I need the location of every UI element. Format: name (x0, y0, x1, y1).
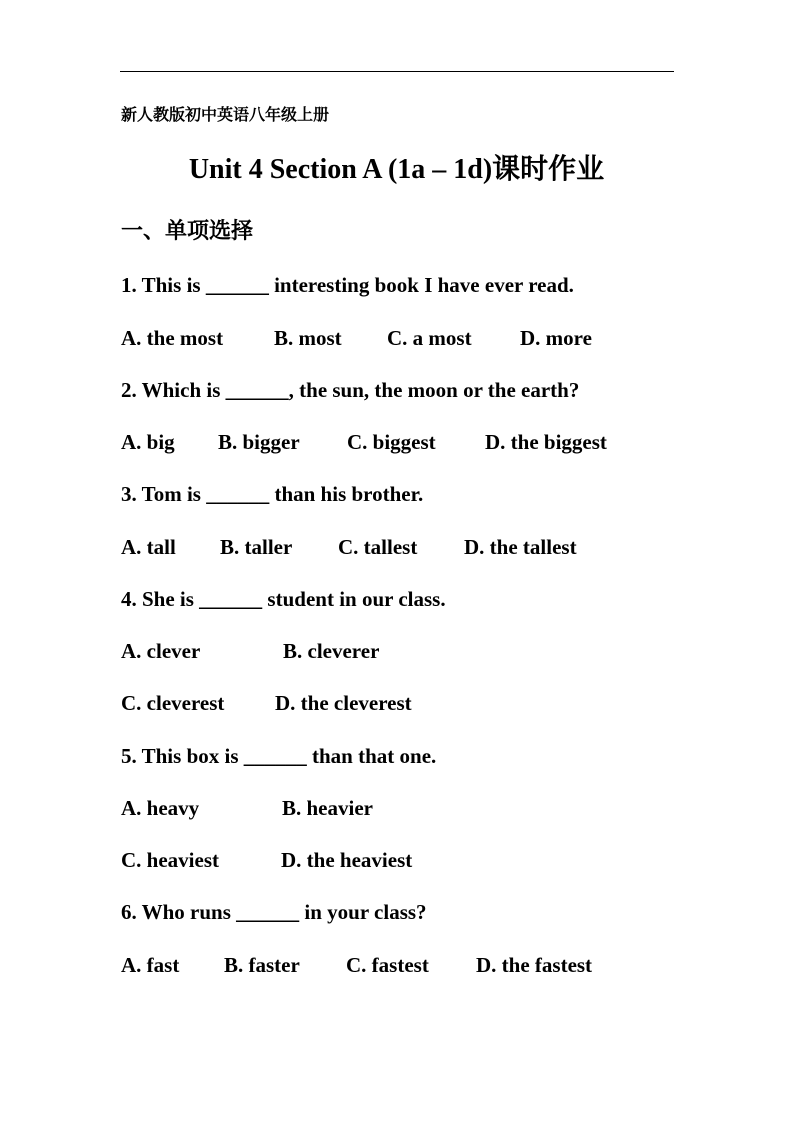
question-3-option-d: D. the tallest (464, 535, 577, 559)
question-4-option-d: D. the cleverest (275, 691, 412, 715)
question-1-option-c: C. a most (387, 326, 472, 350)
question-5-option-d: D. the heaviest (281, 848, 413, 872)
question-5-option-a: A. heavy (121, 796, 200, 820)
question-3-option-c: C. tallest (338, 535, 418, 559)
question-5-stem: 5. This box is ______ than that one. (121, 744, 437, 768)
document-subtitle: 新人教版初中英语八年级上册 (121, 107, 330, 124)
question-1-option-a: A. the most (121, 326, 224, 350)
question-4-option-b: B. cleverer (283, 639, 380, 663)
question-2-option-d: D. the biggest (485, 430, 607, 454)
question-5-option-b: B. heavier (282, 796, 373, 820)
header-rule (120, 71, 674, 72)
question-1-option-d: D. more (520, 326, 592, 350)
question-4-option-a: A. clever (121, 639, 201, 663)
question-3-option-a: A. tall (121, 535, 176, 559)
question-1-option-b: B. most (274, 326, 342, 350)
section-heading: 一、单项选择 (121, 218, 254, 243)
question-6-option-b: B. faster (224, 953, 300, 977)
question-4-option-c: C. cleverest (121, 691, 225, 715)
question-6-stem: 6. Who runs ______ in your class? (121, 900, 427, 924)
question-5-option-c: C. heaviest (121, 848, 219, 872)
question-2-stem: 2. Which is ______, the sun, the moon or the earth? (121, 378, 580, 402)
question-3-option-b: B. taller (220, 535, 293, 559)
question-6-option-c: C. fastest (346, 953, 429, 977)
question-2-option-a: A. big (121, 430, 175, 454)
question-2-option-b: B. bigger (218, 430, 300, 454)
question-2-option-c: C. biggest (347, 430, 436, 454)
question-1-stem: 1. This is ______ interesting book I have ever read. (121, 273, 574, 297)
question-6-option-d: D. the fastest (476, 953, 593, 977)
page-title: Unit 4 Section A (1a – 1d)课时作业 (188, 154, 605, 185)
question-3-stem: 3. Tom is ______ than his brother. (121, 482, 424, 506)
question-6-option-a: A. fast (121, 953, 180, 977)
question-4-stem: 4. She is ______ student in our class. (121, 587, 446, 611)
